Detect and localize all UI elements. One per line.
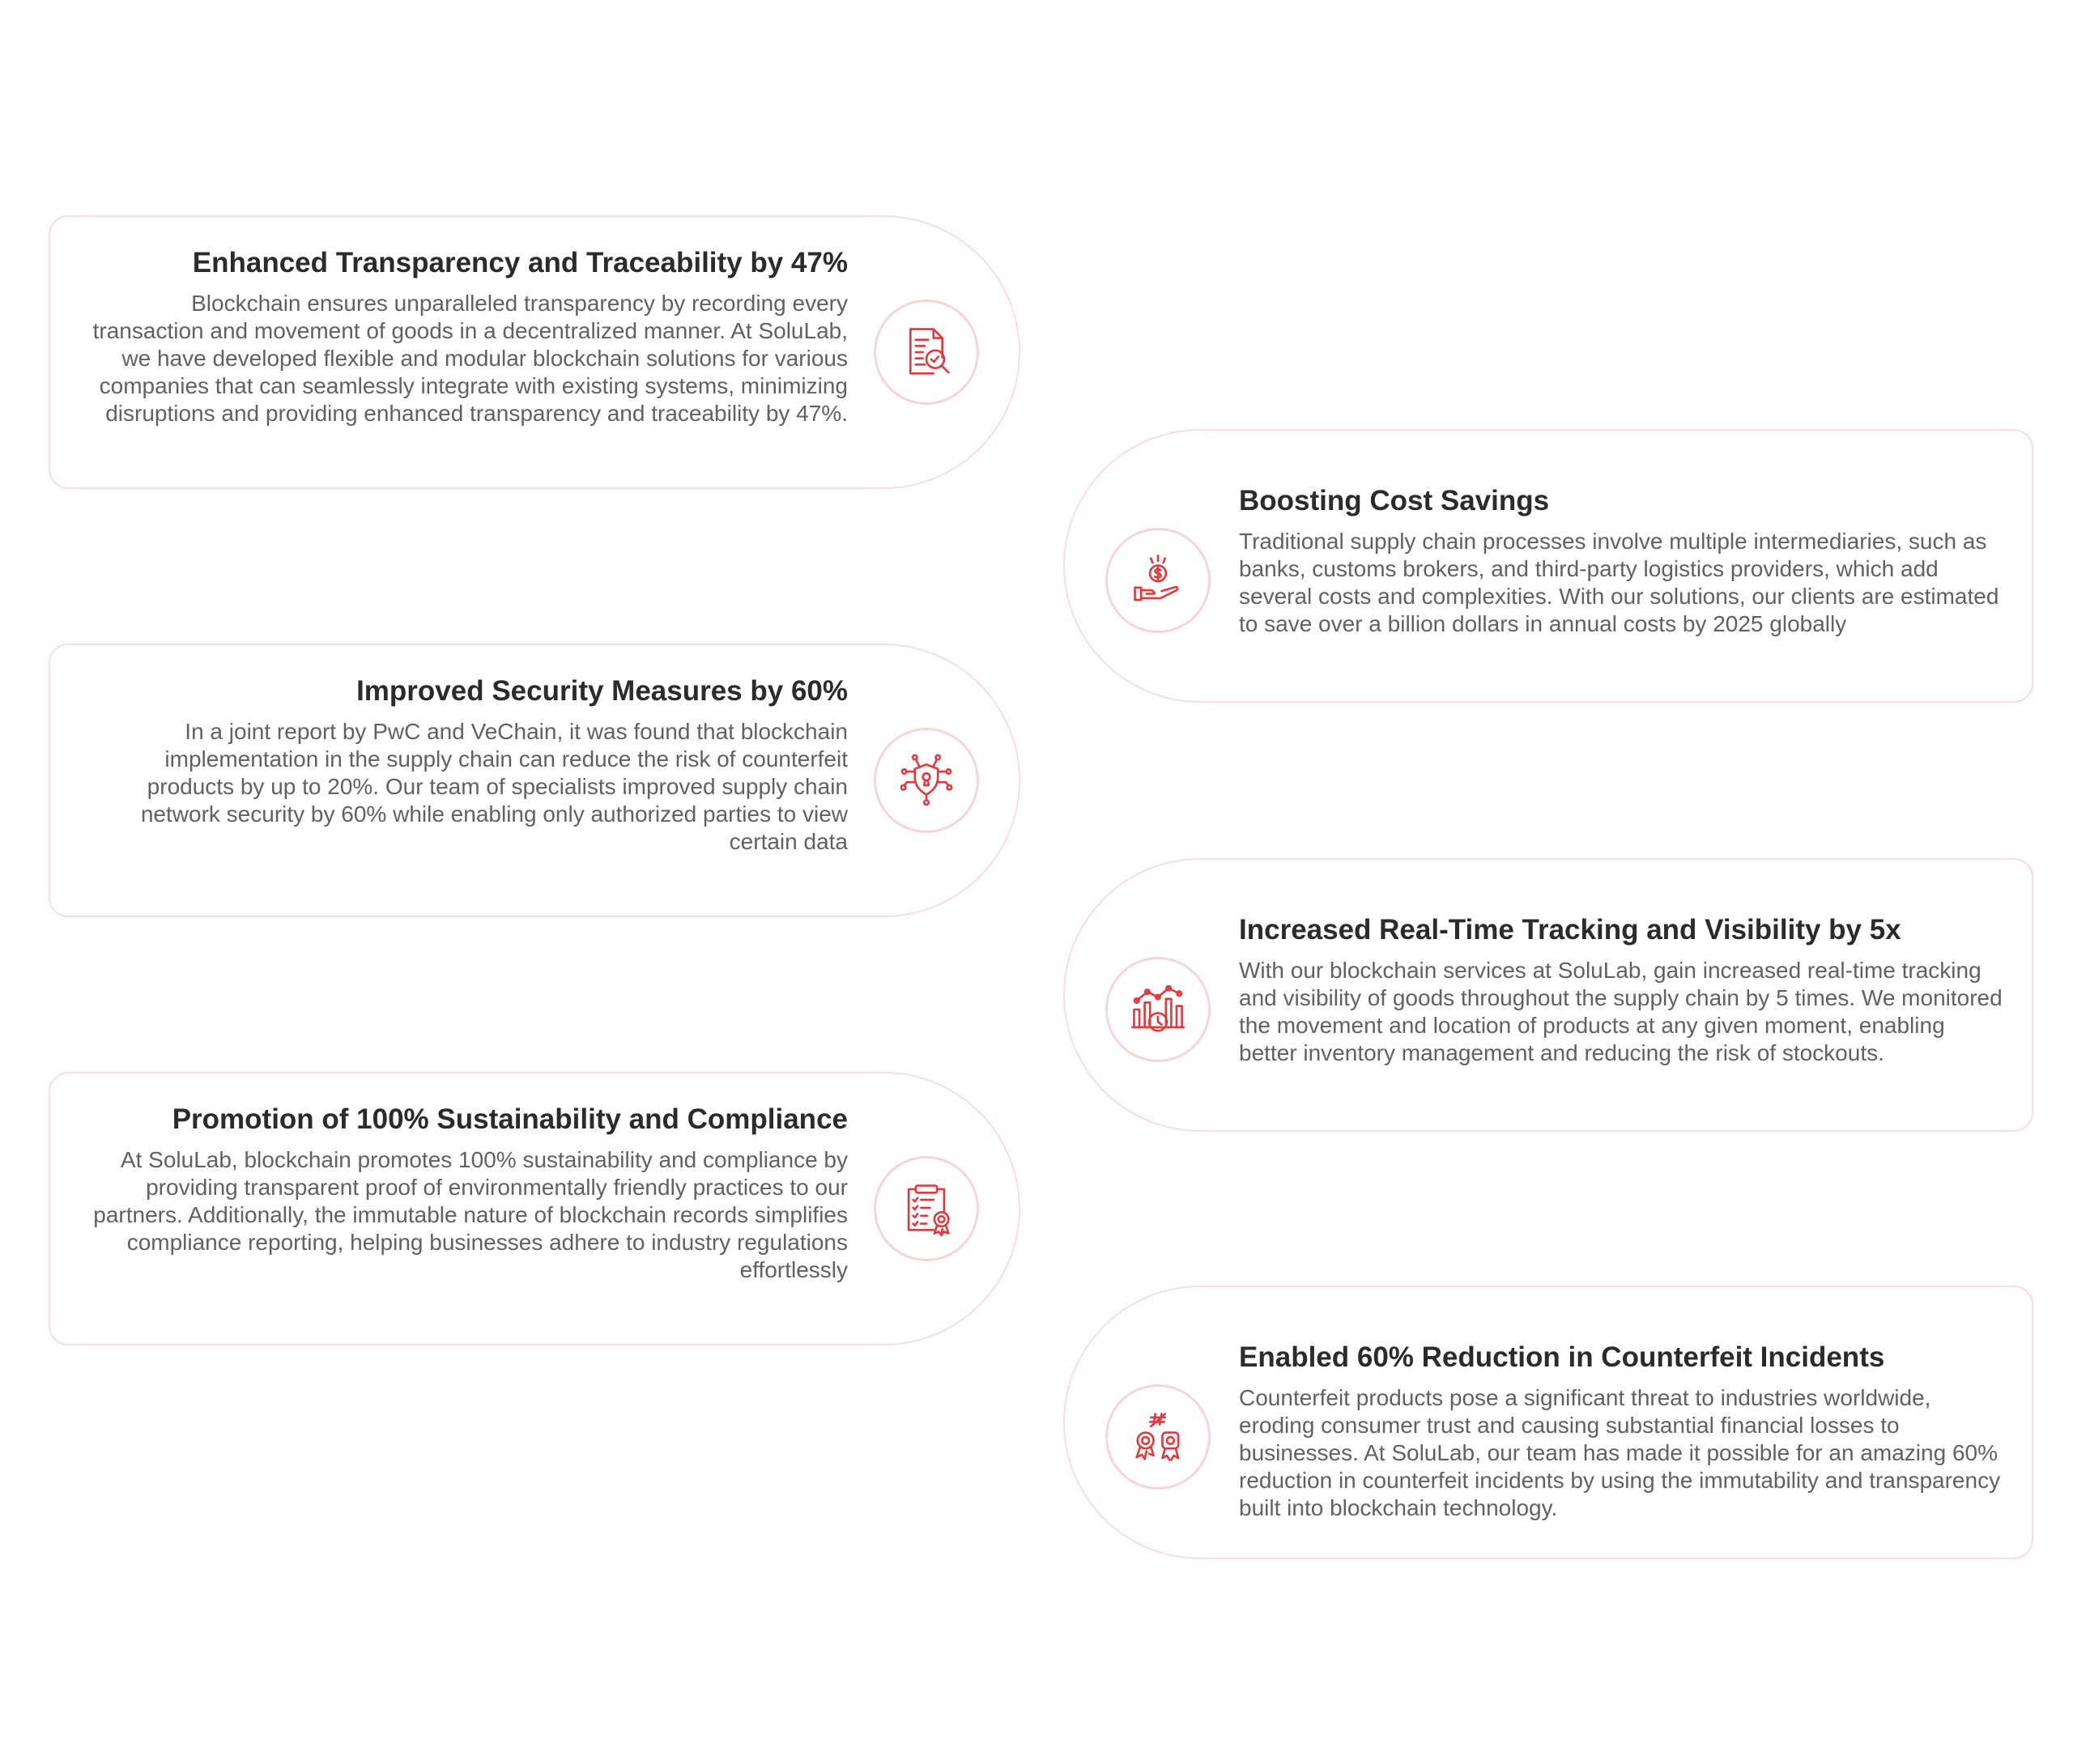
card-text — [1239, 1341, 2008, 1522]
benefit-card-counterfeit — [1063, 1286, 2033, 1559]
card-title: Improved Security Measures by 60% — [356, 675, 848, 707]
card-text — [91, 674, 848, 856]
clipboard-badge-icon — [874, 1156, 979, 1261]
hand-coin-icon — [1105, 528, 1211, 633]
award-badges-icon — [1105, 1384, 1211, 1490]
card-title: Promotion of 100% Sustainability and Compliance — [172, 1103, 848, 1135]
card-description: Counterfeit products pose a significant threat to industries worldwide, eroding consumer trust and causing substantial financial losses to businesses. At SoluLab, our team has made it possible for an amazing 60% reduction in counterfeit incidents by using the immutability and transparency built into blockchain technology. — [1239, 1385, 2001, 1520]
benefit-card-cost-savings — [1063, 429, 2033, 703]
card-description: At SoluLab, blockchain promotes 100% sustainability and compliance by providing transparent proof of environmentally friendly practices to our partners. Additionally, the immutable nature of blockchain records simplifies compliance reporting, helping businesses adhere to industry regulations effortlessly — [93, 1147, 848, 1282]
card-text — [91, 246, 848, 427]
card-text — [1239, 913, 2008, 1067]
document-search-icon — [874, 300, 979, 405]
chart-clock-icon — [1105, 957, 1211, 1062]
card-title: Boosting Cost Savings — [1239, 485, 1550, 516]
card-title: Enhanced Transparency and Traceability by 47% — [192, 247, 848, 278]
benefit-card-tracking — [1063, 858, 2033, 1132]
card-text — [1239, 484, 2008, 638]
card-text — [91, 1103, 848, 1284]
card-description: Blockchain ensures unparalleled transparency by recording every transaction and movement of goods in a decentralized manner. At SoluLab, we have developed flexible and modular blockchain solutions for various companies that can seamlessly integrate with existing systems, minimizing disruptions and providing enhanced transparency and traceability by 47%. — [92, 291, 848, 426]
card-description: Traditional supply chain processes involve multiple intermediaries, such as banks, customs brokers, and third-party logistics providers, which add several costs and complexities. With our solutions, our clients are estimated to save over a billion dollars in annual costs by 2025 globally — [1239, 529, 1999, 636]
card-description: With our blockchain services at SoluLab, gain increased real-time tracking and visibility of goods throughout the supply chain by 5 times. We monitored the movement and location of products at any given moment, enabling better inventory management and reducing the risk of stockouts. — [1239, 958, 2003, 1065]
benefit-card-sustainability — [49, 1072, 1020, 1345]
card-title: Enabled 60% Reduction in Counterfeit Incidents — [1239, 1341, 1885, 1373]
card-description: In a joint report by PwC and VeChain, it was found that blockchain implementation in the supply chain can reduce the risk of counterfeit products by up to 20%. Our team of specialists improved supply chain network security by 60% while enabling only authorized parties to view certain data — [140, 719, 848, 854]
card-title: Increased Real-Time Tracking and Visibility by 5x — [1239, 914, 1901, 946]
benefit-card-transparency — [49, 215, 1020, 489]
shield-network-icon — [874, 728, 979, 833]
benefit-card-security — [49, 644, 1020, 917]
